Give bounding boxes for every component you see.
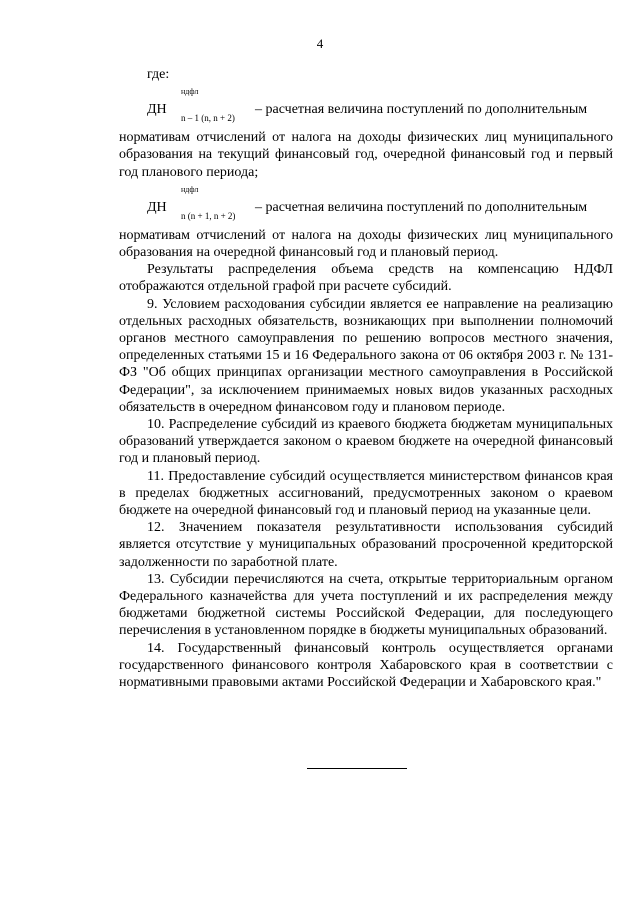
- where-label: где:: [147, 67, 170, 82]
- formula-2-continuation: нормативам отчислений от налога на доходы физических лиц муниципального образования на очередной финансовый год и плановый период.: [119, 227, 613, 261]
- paragraph-14: 14. Государственный финансовый контроль осуществляется органами государственного финансового контроля Хабаровского края в соответствии с нормативными правовыми актами Российской Федерации и Хабаровского края.": [119, 640, 613, 691]
- formula-2-symbol: ДН: [147, 199, 167, 215]
- formula-2: [119, 185, 613, 227]
- formula-1-symbol: ДН: [147, 102, 167, 118]
- paragraph-12: 12. Значением показателя результативности использования субсидий является отсутствие у муниципальных образований просроченной кредиторской задолженности по заработной плате.: [119, 520, 613, 570]
- closing-rule: [307, 768, 407, 769]
- paragraph-10: 10. Распределение субсидий из краевого бюджета бюджетам муниципальных образований утверждается законом о краевом бюджете на очередной финансовый год и плановый период.: [119, 417, 613, 467]
- formula-1-continuation: нормативам отчислений от налога на доходы физических лиц муниципального образования на текущий финансовый год, очередной финансовый год и первый год планового периода;: [119, 130, 613, 180]
- formula-2-definition: – расчетная величина поступлений по дополнительным: [255, 199, 588, 215]
- formula-1-subscript: n – 1 (n, n + 2): [181, 113, 235, 124]
- formula-1-definition: – расчетная величина поступлений по дополнительным: [255, 102, 588, 118]
- document-body: [119, 66, 613, 691]
- paragraph-13: 13. Субсидии перечисляются на счета, открытые территориальным органом Федерального казначейства для учета поступлений и их распределения между бюджетами бюджетной системы Российской Федерации, для последующего перечисления в установленном порядке в бюджеты муниципальных образований.: [119, 571, 613, 639]
- paragraph-11: 11. Предоставление субсидий осуществляется министерством финансов края в пределах бюджетных ассигнований, предусмотренных законом о краевом бюджете на очередной финансовый год и плановый период на указанные цели.: [119, 468, 613, 519]
- formula-1-superscript: ндфл: [181, 87, 199, 97]
- formula-2-superscript: ндфл: [181, 184, 199, 194]
- paragraph-results: Результаты распределения объема средств на компенсацию НДФЛ отображаются отдельной графой при расчете субсидий.: [119, 262, 613, 295]
- page-number: 4: [316, 36, 324, 51]
- formula-1: [119, 87, 613, 129]
- formula-2-subscript: n (n + 1, n + 2): [181, 210, 236, 221]
- paragraph-9: 9. Условием расходования субсидии является ее направление на реализацию отдельных расходных обязательств, возникающих при выполнении полномочий органов местного самоуправления по решению вопросов местного значения, определенных статьями 15 и 16 Федерального закона от 06 октября 2003 г. № 131-ФЗ "Об общих принципах организации местного самоуправления в Российской Федерации", за исключением принимаемых новых видов указанных расходных обязательств в очередном финансовом году и плановом периоде.: [119, 296, 613, 415]
